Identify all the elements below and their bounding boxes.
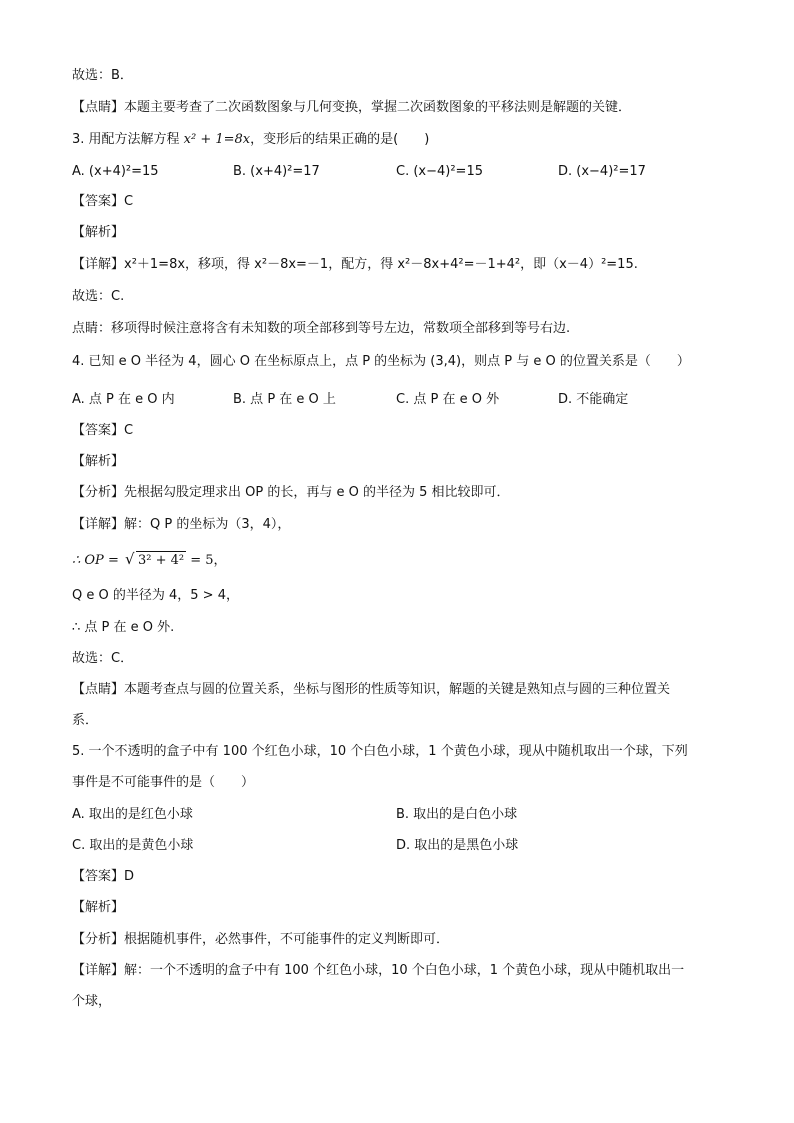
q5-stem-line2: 事件是不可能事件的是（ ） (72, 775, 255, 790)
q5-option-c[interactable]: C. 取出的是黄色小球 (72, 838, 194, 853)
q4-analysis-heading: 【解析】 (72, 454, 125, 469)
q3-option-d[interactable]: D. (x−4)²=17 (558, 164, 646, 179)
q2-choose: 故选：B． (72, 68, 133, 83)
q4-tip-line1: 【点睛】本题考查点与圆的位置关系，坐标与图形的性质等知识，解题的关键是熟知点与圆的三种位置关 (72, 682, 671, 697)
q3-option-c[interactable]: C. (x−4)²=15 (396, 164, 483, 179)
q5-fenxi: 【分析】根据随机事件，必然事件，不可能事件的定义判断即可． (72, 932, 450, 947)
q4-answer: 【答案】C (72, 423, 134, 438)
q3-choose: 故选：C. (72, 289, 125, 304)
q3-option-a[interactable]: A. (x+4)²=15 (72, 164, 159, 179)
q4-detail: 【详解】解：Q P 的坐标为（3，4）， (72, 517, 291, 532)
q5-answer: 【答案】D (72, 869, 135, 884)
q5-stem-line1: 5. 一个不透明的盒子中有 100 个红色小球，10 个白色小球，1 个黄色小球，现从中随机取出一个球，下列 (72, 744, 688, 759)
q3-option-b[interactable]: B. (x+4)²=17 (233, 164, 320, 179)
q4-option-a[interactable]: A. 点 P 在 e O 内 (72, 392, 175, 407)
q2-tip: 【点睛】本题主要考查了二次函数图象与几何变换，掌握二次函数图象的平移法则是解题的关键． (72, 100, 632, 115)
q4-stem: 4. 已知 e O 半径为 4，圆心 O 在坐标原点上，点 P 的坐标为 (3,4)，则点 P 与 e O 的位置关系是（ ） (72, 354, 690, 369)
q3-analysis-heading: 【解析】 (72, 225, 125, 240)
q4-option-d[interactable]: D. 不能确定 (558, 392, 629, 407)
q4-choose: 故选：C． (72, 651, 134, 666)
q5-analysis-heading: 【解析】 (72, 900, 125, 915)
sqrt-symbol: √ 3² + 4² (124, 550, 185, 568)
q5-option-b[interactable]: B. 取出的是白色小球 (396, 807, 518, 822)
q5-option-d[interactable]: D. 取出的是黑色小球 (396, 838, 519, 853)
q5-detail-line1: 【详解】解：一个不透明的盒子中有 100 个红色小球，10 个白色小球，1 个黄色小球，现从中随机取出一 (72, 963, 685, 978)
q4-radius: Q e O 的半径为 4，5 > 4， (72, 588, 239, 603)
q3-tip: 点睛：移项得时候注意将含有未知数的项全部移到等号左边，常数项全部移到等号右边. (72, 321, 571, 336)
q3-stem: 3. 用配方法解方程 x² + 1=8x，变形后的结果正确的是( ) (72, 132, 430, 147)
q3-answer: 【答案】C (72, 194, 134, 209)
q4-conclusion: ∴ 点 P 在 e O 外. (72, 620, 175, 635)
q4-op-formula: ∴ OP = √ 3² + 4² = 5， (72, 550, 227, 568)
q4-option-c[interactable]: C. 点 P 在 e O 外 (396, 392, 500, 407)
q5-option-a[interactable]: A. 取出的是红色小球 (72, 807, 193, 822)
q4-option-b[interactable]: B. 点 P 在 e O 上 (233, 392, 336, 407)
q5-detail-line2: 个球， (72, 994, 112, 1009)
q4-tip-line2: 系． (72, 713, 99, 728)
q3-detail: 【详解】x²＋1=8x，移项，得 x²－8x=－1，配方，得 x²－8x+4²=－1+4²，即（x－4）²=15. (72, 257, 638, 272)
q4-fenxi: 【分析】先根据勾股定理求出 OP 的长，再与 e O 的半径为 5 相比较即可． (72, 485, 510, 500)
